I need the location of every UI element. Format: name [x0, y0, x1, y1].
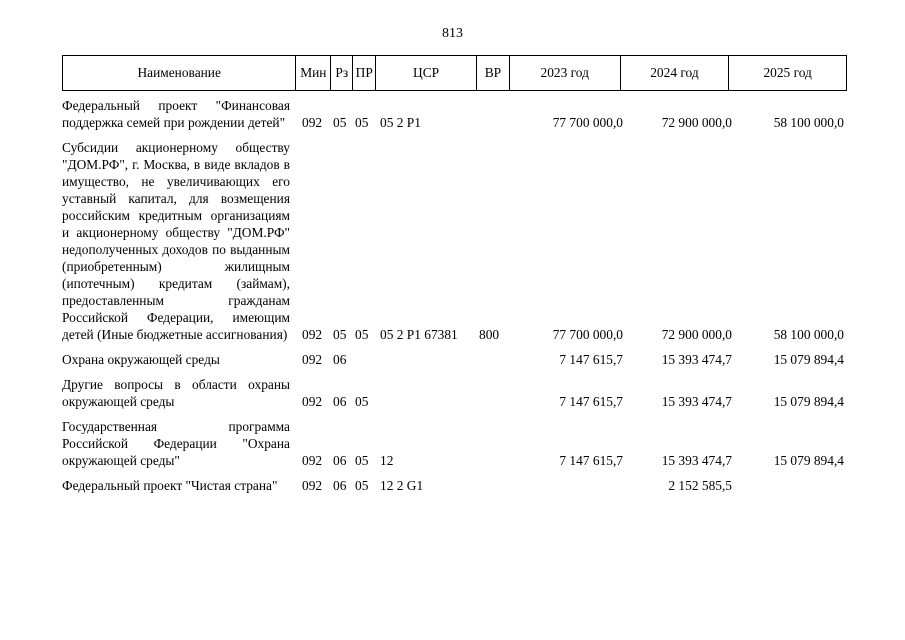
table-row — [62, 97, 847, 131]
table-row — [62, 351, 847, 368]
row-2024: 15 393 474,7 — [661, 394, 732, 409]
row-rz: 06 — [333, 453, 347, 468]
row-2023: 7 147 615,7 — [559, 453, 623, 468]
header-name: Наименование — [63, 56, 296, 90]
row-2024: 15 393 474,7 — [661, 453, 732, 468]
row-2023: 7 147 615,7 — [559, 352, 623, 367]
row-min: 092 — [302, 352, 323, 367]
table-row — [62, 376, 847, 410]
row-2024: 72 900 000,0 — [661, 115, 732, 130]
row-min: 092 — [302, 453, 323, 468]
row-rz: 06 — [333, 478, 347, 493]
table-body — [62, 97, 847, 502]
header-2025: 2025 год — [763, 65, 812, 80]
header-pr: ПР — [353, 56, 376, 90]
row-rz: 05 — [333, 115, 347, 130]
row-2025: 58 100 000,0 — [773, 327, 844, 342]
row-2024: 2 152 585,5 — [668, 478, 732, 493]
row-csr: 12 2 G1 — [380, 478, 424, 493]
row-2024: 72 900 000,0 — [661, 327, 732, 342]
row-2025: 15 079 894,4 — [773, 394, 844, 409]
row-pr: 05 — [355, 327, 369, 342]
page-number: 813 — [442, 26, 463, 41]
header-min: Мин — [296, 56, 331, 90]
row-name: Субсидии акционерному обществу "ДОМ.РФ", г. Москва, в виде вкладов в имущество, не увеличивающих его уставный капитал, для возмещения российским кредитным организациям и акционерному обществу "ДОМ.РФ" недополученных доходов по выданным (приобретенным) жилищным (ипотечным) кредитам (займам), предоставленным гражданам Российской Федерации, имеющим детей (Иные бюджетные ассигнования) — [62, 140, 290, 342]
header-2024: 2024 год — [621, 56, 730, 90]
row-name: Охрана окружающей среды — [62, 352, 220, 367]
row-pr: 05 — [355, 394, 369, 409]
row-vr: 800 — [479, 327, 500, 342]
row-2025: 15 079 894,4 — [773, 352, 844, 367]
row-csr: 05 2 P1 67381 — [380, 327, 458, 342]
table-row — [62, 418, 847, 469]
row-name: Государственная программа Российской Федерации "Охрана окружающей среды" — [62, 419, 290, 468]
row-csr: 05 2 P1 — [380, 115, 421, 130]
row-min: 092 — [302, 478, 323, 493]
row-name: Федеральный проект "Чистая страна" — [62, 478, 278, 493]
row-2023: 7 147 615,7 — [559, 394, 623, 409]
row-rz: 05 — [333, 327, 347, 342]
table-row — [62, 477, 847, 494]
row-2023: 77 700 000,0 — [552, 327, 623, 342]
row-pr: 05 — [355, 453, 369, 468]
row-pr: 05 — [355, 478, 369, 493]
header-vr: ВР — [477, 56, 510, 90]
table-row — [62, 139, 847, 343]
header-rz: Рз — [331, 56, 353, 90]
row-2024: 15 393 474,7 — [661, 352, 732, 367]
row-min: 092 — [302, 327, 323, 342]
table-header — [62, 55, 847, 91]
header-csr: ЦСР — [376, 56, 477, 90]
row-name: Другие вопросы в области охраны окружающей среды — [62, 377, 290, 409]
row-rz: 06 — [333, 352, 347, 367]
row-name: Федеральный проект "Финансовая поддержка семей при рождении детей" — [62, 98, 290, 130]
row-2025: 58 100 000,0 — [773, 115, 844, 130]
row-min: 092 — [302, 115, 323, 130]
header-2023: 2023 год — [510, 56, 621, 90]
row-min: 092 — [302, 394, 323, 409]
row-rz: 06 — [333, 394, 347, 409]
row-2025: 15 079 894,4 — [773, 453, 844, 468]
row-pr: 05 — [355, 115, 369, 130]
row-csr: 12 — [380, 453, 394, 468]
row-2023: 77 700 000,0 — [552, 115, 623, 130]
